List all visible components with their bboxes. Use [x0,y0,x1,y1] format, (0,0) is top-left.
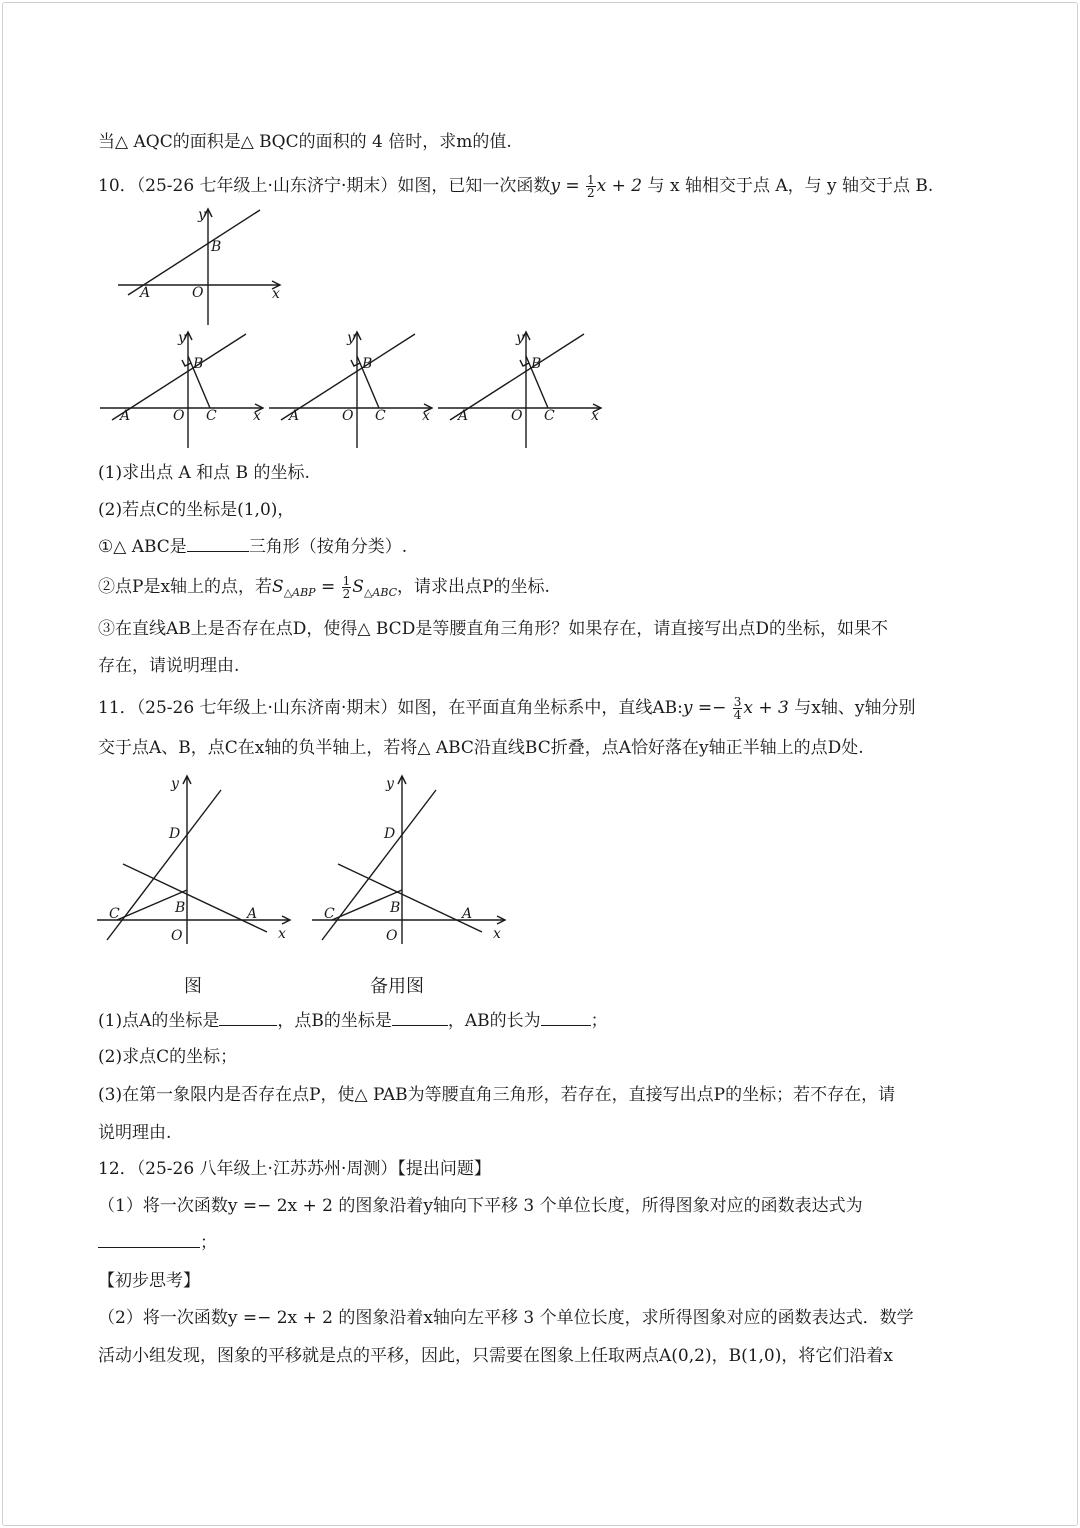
q10-sub3-cont: 存在，请说明理由. [98,656,240,676]
svg-text:O: O [342,408,354,424]
svg-text:x: x [422,408,430,424]
svg-text:D: D [384,826,396,842]
q12-part1: （1）将一次函数y =− 2x + 2 的图象沿着y轴向下平移 3 个单位长度，所得图象对应的函数表达式为 [98,1196,863,1216]
q10-figure-1 [98,328,268,450]
answer-blank[interactable] [187,537,249,552]
answer-blank[interactable] [98,1233,200,1248]
answer-blank[interactable] [219,1011,277,1026]
svg-text:A: A [462,906,473,922]
svg-text:y: y [347,330,355,346]
answer-blank[interactable] [392,1011,448,1026]
svg-text:y: y [516,330,524,346]
q11-heading: 11．（25-26 七年级上·山东济南·期末）如图，在平面直角坐标系中，直线AB:y =− $\frac{3}{4}$ x + 3 与x轴、y轴分别 [98,695,916,722]
svg-text:A: A [120,408,131,424]
q10-sub1: ①△ ABC是 三角形（按角分类）. [98,537,408,557]
svg-text:x: x [591,408,599,424]
svg-text:x: x [253,408,261,424]
svg-text:A: A [289,408,300,424]
svg-text:B: B [531,356,542,372]
q10-heading: 10．（25-26 七年级上·山东济宁·期末）如图，已知一次函数y = $\frac{1}{2}$ x + 2 与 x 轴相交于点 A，与 y 轴交于点 B. [98,173,934,200]
q12-part1-answer: ； [98,1232,217,1254]
q11-part3-cont: 说明理由. [98,1123,172,1143]
svg-text:O: O [171,928,183,944]
q11-part1: (1)点A的坐标是 ，点B的坐标是 ，AB的长为 ； [98,1011,608,1031]
q11-part2: (2)求点C的坐标； [98,1047,238,1067]
svg-text:O: O [511,408,523,424]
q12-think-heading: 【初步思考】 [98,1271,200,1291]
q10-part2: (2)若点C的坐标是(1,0)， [98,500,295,520]
q11-part3: (3)在第一象限内是否存在点P，使△ PAB为等腰直角三角形，若存在，直接写出点P的坐标；若不存在，请 [98,1085,896,1105]
svg-text:D: D [169,826,181,842]
q10-part1: (1)求出点 A 和点 B 的坐标. [98,463,310,483]
q10-sub3: ③在直线AB上是否存在点D，使得△ BCD是等腰直角三角形？如果存在，请直接写出点D的坐标，如果不 [98,619,888,639]
q10-figure-main [110,205,290,330]
q12-part2: （2）将一次函数y =− 2x + 2 的图象沿着x轴向左平移 3 个单位长度，求所得图象对应的函数表达式．数学 [98,1308,914,1328]
svg-text:y: y [386,776,394,792]
q11-spare-figure [310,772,510,947]
q10-figure-2 [267,328,437,450]
svg-text:B: B [193,356,204,372]
answer-blank[interactable] [541,1011,591,1026]
svg-text:B: B [390,900,401,916]
label-x: x [272,286,280,302]
q12-part2-cont: 活动小组发现，图象的平移就是点的平移，因此，只需要在图象上任取两点A(0,2)，B(1,0)，将它们沿着x [98,1346,893,1366]
svg-text:C: C [206,408,217,424]
svg-text:C: C [544,408,555,424]
svg-text:A: A [458,408,469,424]
q11-figure [95,772,295,947]
svg-text:x: x [278,926,286,942]
q10-sub2: ②点P是x轴上的点，若$S_{\triangle ABP}$ = $\frac{1}{2}$ $S_{\triangle ABC}$，请求出点P的坐标. [98,574,550,601]
svg-text:B: B [175,900,186,916]
previous-question-tail: 当△ AQC的面积是△ BQC的面积的 4 倍时，求m的值. [98,132,512,152]
spare-figure-caption: 备用图 [370,976,424,997]
svg-text:C: C [324,906,335,922]
svg-text:B: B [362,356,373,372]
svg-text:O: O [386,928,398,944]
svg-text:y: y [171,776,179,792]
label-y: y [198,207,206,223]
svg-text:x: x [493,926,501,942]
svg-text:C: C [375,408,386,424]
q10-figure-3 [436,328,606,450]
q11-line2: 交于点A、B，点C在x轴的负半轴上，若将△ ABC沿直线BC折叠，点A恰好落在y轴正半轴上的点D处. [98,738,864,758]
svg-text:y: y [178,330,186,346]
label-B: B [211,239,222,255]
q12-heading: 12．（25-26 八年级上·江苏苏州·周测）【提出问题】 [98,1159,491,1179]
svg-text:O: O [173,408,185,424]
svg-text:C: C [109,906,120,922]
fraction: $\frac{1}{2}$ [587,173,595,200]
figure-caption: 图 [184,976,202,997]
label-O: O [192,285,204,301]
label-A: A [140,285,151,301]
svg-text:A: A [247,906,258,922]
